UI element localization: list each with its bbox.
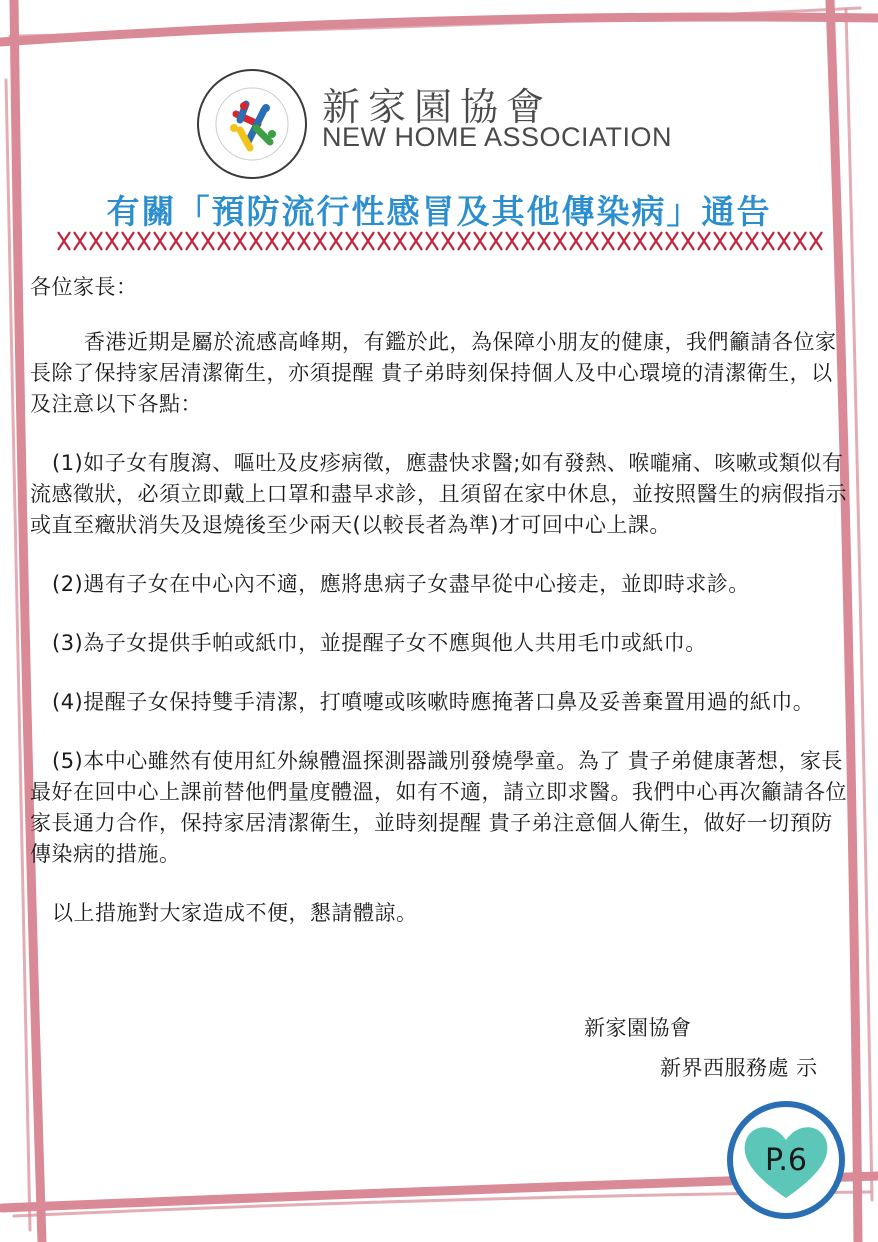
organization-name-chinese: 新家園協會 (322, 85, 553, 129)
closing-remark: 以上措施對大家造成不便，懇請體諒。 (52, 901, 418, 925)
organization-name-english: NEW HOME ASSOCIATION (322, 122, 673, 152)
notice-body (30, 272, 852, 929)
notice-item-3: (3)為子女提供手帕或紙巾，並提醒子女不應與他人共用毛巾或紙巾。 (52, 631, 707, 655)
organization-header (196, 68, 716, 178)
page-number-label: P.6 (764, 1143, 808, 1178)
cross-stitch-divider (56, 230, 824, 252)
association-logo-icon (196, 68, 308, 180)
page-number-badge (724, 1098, 848, 1222)
signature-organization: 新家園協會 (584, 1016, 692, 1040)
signature-unit: 新界西服務處 示 (660, 1056, 818, 1080)
greeting: 各位家長： (30, 275, 138, 299)
notice-item-4: (4)提醒子女保持雙手清潔，打噴嚏或咳嗽時應掩著口鼻及妥善棄置用過的紙巾。 (52, 690, 815, 714)
intro-paragraph: 香港近期是屬於流感高峰期，有鑑於此，為保障小朋友的健康，我們籲請各位家長除了保持家居清潔衛生，亦須提醒 貴子弟時刻保持個人及中心環境的清潔衛生，以及注意以下各點： (30, 330, 837, 416)
notice-item-2: (2)遇有子女在中心內不適，應將患病子女盡早從中心接走，並即時求診。 (52, 572, 750, 596)
notice-item-1: (1)如子女有腹瀉、嘔吐及皮疹病徵，應盡快求醫;如有發熱、喉嚨痛、咳嗽或類似有流感徵狀，必須立即戴上口罩和盡早求診，且須留在家中休息，並按照醫生的病假指示或直至癥狀消失及退燒後至少兩天(以較長者為準)才可回中心上課。 (30, 451, 847, 537)
notice-item-5: (5)本中心雖然有使用紅外線體溫探測器識別發燒學童。為了 貴子弟健康著想，家長最好在回中心上課前替他們量度體溫，如有不適，請立即求醫。我們中心再次籲請各位家長通力合作，保持家居清潔衛生，並時刻提醒 貴子弟注意個人衛生，做好一切預防傳染病的措施。 (30, 749, 847, 866)
notice-title: 有關「預防流行性感冒及其他傳染病」通告 (106, 192, 772, 231)
